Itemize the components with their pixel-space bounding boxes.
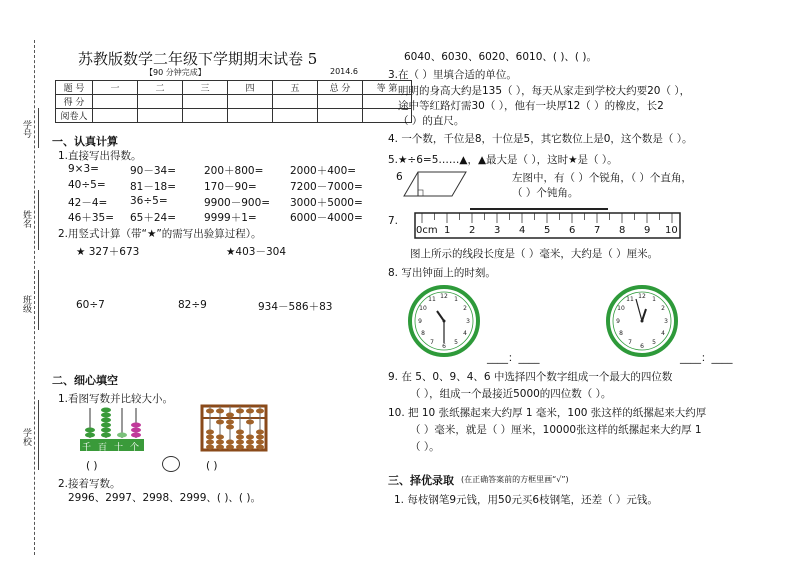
calc-item: 2000＋400= (290, 165, 357, 177)
name-label: 姓名 (21, 210, 31, 228)
student-number-label: 学号 (21, 120, 31, 138)
svg-text:8: 8 (421, 330, 425, 337)
number-sequence-2: 6040、6030、6020、6010、( )、( )。 (404, 51, 597, 63)
svg-text:5: 5 (454, 339, 458, 346)
svg-text:1: 1 (652, 296, 656, 303)
abacus-2-image (200, 404, 268, 452)
calc-item: 200＋800= (204, 165, 264, 177)
score-header: 五 (273, 81, 318, 95)
question-3: 3.在（ ）里填合适的单位。 (388, 69, 517, 81)
vertical-calc: 82÷9 (178, 299, 207, 311)
question-3-line: （ ）的直尺。 (398, 115, 465, 127)
svg-text:4: 4 (463, 330, 467, 337)
svg-text:1: 1 (454, 296, 458, 303)
svg-text:5: 5 (652, 339, 656, 346)
svg-text:8: 8 (619, 330, 623, 337)
section-3-title: 三、择优录取 (388, 474, 454, 487)
clock-face-2 (606, 285, 678, 357)
clock-answer-2[interactable]: ____：____ (680, 352, 733, 364)
score-header: 三 (183, 81, 228, 95)
score-header: 二 (138, 81, 183, 95)
question-6-number: 6 (396, 171, 403, 183)
calc-item: 9×3= (68, 163, 99, 175)
number-sequence: 2996、2997、2998、2999、( )、( )。 (68, 492, 261, 504)
vertical-calc: ★403－304 (226, 246, 286, 258)
question-7-number: 7. (388, 215, 399, 227)
calc-item: 81－18= (130, 181, 177, 193)
question-10-line: （ ）。 (410, 441, 440, 453)
question-6-line: 左图中，有（ ）个锐角，（ ）个直角， (512, 172, 692, 184)
question-8: 8. 写出钟面上的时刻。 (388, 267, 496, 279)
score-header: 四 (228, 81, 273, 95)
ruler-tick-label: 8 (619, 225, 626, 236)
answer-blank[interactable]: ( ) (206, 460, 218, 472)
vertical-calc: 934－586＋83 (258, 301, 333, 313)
abacus-place-label: 百 (98, 443, 115, 453)
calc-item: 65＋24= (130, 212, 177, 224)
ruler-tick-label: 6 (569, 225, 576, 236)
ruler-tick-label: 4 (519, 225, 526, 236)
page-title: 苏教版数学二年级下学期期末试卷 5 (78, 50, 318, 68)
svg-text:12: 12 (638, 293, 646, 300)
answer-blank[interactable]: ( ) (86, 460, 98, 472)
question-1-2: 2.用竖式计算（带“★”的需写出验算过程）。 (58, 228, 262, 240)
calc-item: 40÷5= (68, 179, 106, 191)
svg-text:11: 11 (626, 296, 634, 303)
ruler-tick-label: 7 (594, 225, 601, 236)
ruler-tick-label: 10 (665, 225, 678, 236)
ruler-tick-label: 9 (644, 225, 651, 236)
ruler-tick-label: 0cm (416, 225, 438, 236)
score-header: 题 号 (56, 81, 93, 95)
calc-item: 36÷5= (130, 195, 168, 207)
clock-answer-1[interactable]: ____：____ (487, 352, 540, 364)
ruler-tick-label: 2 (469, 225, 476, 236)
section-1-title: 一、认真计算 (52, 135, 118, 148)
question-4: 4. 一个数，千位是8，十位是5，其它数位上是0，这个数是（ ）。 (388, 133, 693, 145)
svg-text:9: 9 (616, 318, 620, 325)
section-3-question-1: 1. 每枝钢笔9元钱，用50元买6枝钢笔，还差（ ）元钱。 (394, 494, 658, 506)
question-3-line: 明明的身高大约是135（ ），每天从家走到学校大约要20（ ）， (398, 85, 691, 97)
score-row-label: 得 分 (56, 95, 93, 109)
exam-date: 2014.6 (330, 67, 358, 76)
section-3-note: (在正确答案前的方框里画“√”) (461, 475, 569, 484)
clock-face-1 (408, 285, 480, 357)
calc-item: 7200－7000= (290, 181, 363, 193)
ruler-tick-label: 1 (444, 225, 451, 236)
question-5: 5.★÷6=5……▲，▲最大是（ ），这时★是（ ）。 (388, 154, 618, 166)
svg-text:10: 10 (419, 305, 427, 312)
svg-text:2: 2 (661, 305, 665, 312)
question-9-line: （ ），组成一个最接近5000的四位数（ ）。 (410, 388, 612, 400)
calc-item: 90－34= (130, 165, 177, 177)
fill-line (28, 190, 39, 250)
vertical-calc: 60÷7 (76, 299, 105, 311)
measured-segment (470, 208, 608, 210)
time-note: 【90 分钟完成】 (145, 68, 206, 77)
question-3-line: 途中等红路灯需30（ ），他有一块厚12（ ）的橡皮，长2 (398, 100, 664, 112)
calc-item: 170－90= (204, 181, 257, 193)
question-6-line: （ ）个钝角。 (512, 187, 579, 199)
calc-item: 42－4= (68, 197, 108, 209)
svg-text:7: 7 (628, 339, 632, 346)
question-2-2: 2.接着写数。 (58, 478, 121, 490)
class-label: 班级 (21, 295, 31, 313)
svg-text:6: 6 (640, 343, 644, 350)
abacus-place-label: 千 (82, 443, 99, 453)
question-10-line: （ ）毫米，就是（ ）厘米，10000张这样的纸摞起来大约厚 1 (410, 424, 702, 436)
score-row-label: 阅卷人 (56, 109, 93, 123)
question-2-1: 1.看图写数并比较大小。 (58, 393, 174, 405)
calc-item: 3000＋5000= (290, 197, 363, 209)
calc-item: 9999＋1= (204, 212, 257, 224)
svg-text:2: 2 (463, 305, 467, 312)
ruler-tick-label: 5 (544, 225, 551, 236)
calc-item: 46＋35= (68, 212, 115, 224)
abacus-place-label: 个 (130, 443, 147, 453)
svg-text:12: 12 (440, 293, 448, 300)
svg-text:4: 4 (661, 330, 665, 337)
question-1-1: 1.直接写出得数。 (58, 150, 142, 162)
score-header: 等 第 (363, 81, 412, 95)
calc-item: 9900－900= (204, 197, 271, 209)
svg-text:11: 11 (428, 296, 436, 303)
svg-text:3: 3 (664, 318, 668, 325)
svg-text:3: 3 (466, 318, 470, 325)
svg-text:9: 9 (418, 318, 422, 325)
svg-text:7: 7 (430, 339, 434, 346)
ruler-tick-label: 3 (494, 225, 501, 236)
score-table (55, 80, 412, 123)
svg-text:10: 10 (617, 305, 625, 312)
parallelogram-figure (402, 168, 468, 200)
svg-text:6: 6 (442, 343, 446, 350)
section-2-title: 二、细心填空 (52, 374, 118, 387)
fill-line (28, 270, 39, 330)
question-7: 图上所示的线段长度是（ ）毫米，大约是（ ）厘米。 (410, 248, 659, 260)
school-label: 学校 (21, 428, 31, 446)
abacus-place-label: 十 (114, 443, 131, 453)
calc-item: 6000－4000= (290, 212, 363, 224)
score-header: 总 分 (318, 81, 363, 95)
compare-circle[interactable] (162, 456, 180, 472)
question-10: 10. 把 10 张纸摞起来大约厚 1 毫米，100 张这样的纸摞起来大约厚 (388, 407, 707, 419)
fill-line (28, 400, 39, 470)
vertical-calc: ★ 327＋673 (76, 246, 140, 258)
question-9: 9. 在 5、0、9、4、6 中选择四个数字组成一个最大的四位数 (388, 371, 673, 383)
score-header: 一 (93, 81, 138, 95)
fill-line (28, 108, 39, 148)
